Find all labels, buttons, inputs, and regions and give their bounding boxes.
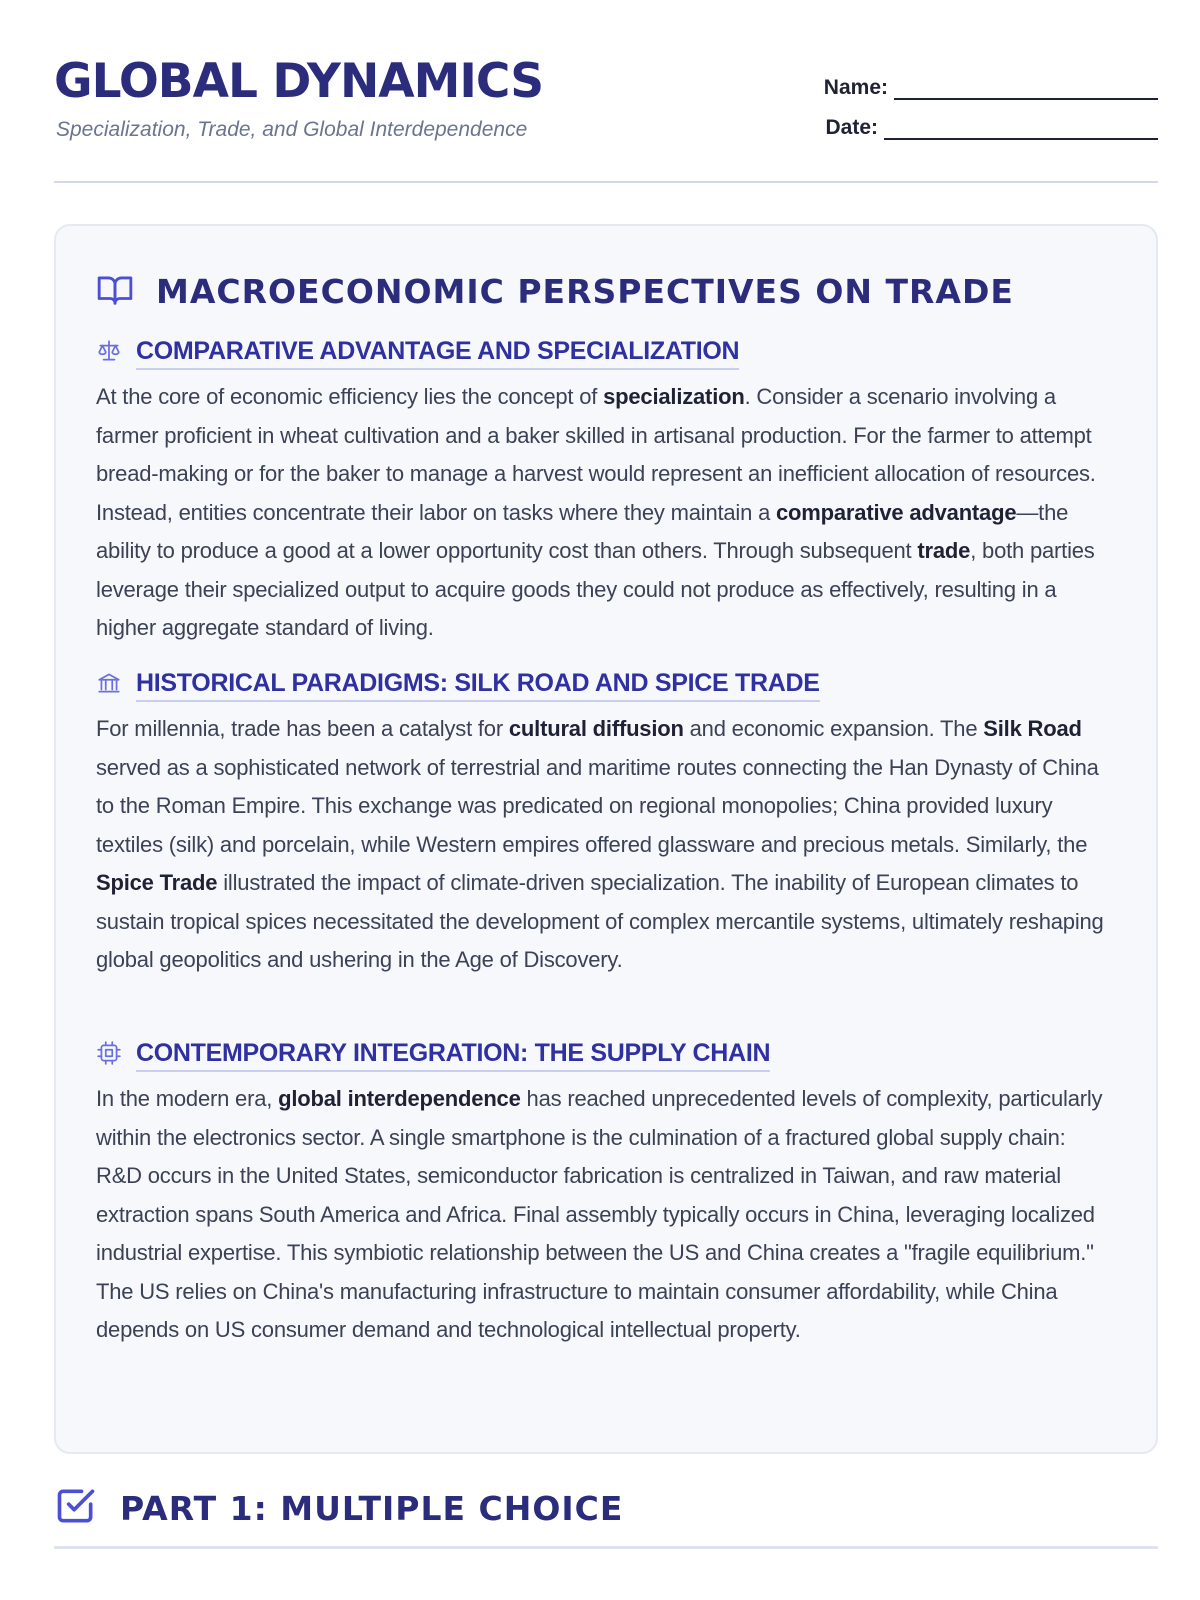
part-1-heading xyxy=(54,1484,623,1533)
paragraph-text: At the core of economic efficiency lies the concept of xyxy=(96,384,604,409)
card-title: MACROECONOMIC PERSPECTIVES ON TRADE xyxy=(156,272,1014,311)
section-contemporary-integration xyxy=(96,1038,1106,1350)
date-blank-line[interactable] xyxy=(884,120,1158,140)
microchip-icon xyxy=(96,1040,136,1071)
bank-building-icon xyxy=(96,670,136,701)
worksheet-title: GLOBAL DYNAMICS xyxy=(54,54,544,109)
section-heading xyxy=(96,668,1106,702)
checkbox-checked-icon xyxy=(54,1484,120,1533)
part-1-title: PART 1: MULTIPLE CHOICE xyxy=(120,1489,624,1528)
key-term: specialization xyxy=(603,384,745,409)
header-divider xyxy=(54,181,1158,183)
date-label: Date: xyxy=(825,116,878,139)
worksheet-subtitle: Specialization, Trade, and Global Interdependence xyxy=(56,118,528,141)
scales-icon xyxy=(96,338,136,369)
section-paragraph xyxy=(96,1080,1106,1350)
section-title: HISTORICAL PARADIGMS: SILK ROAD AND SPICE TRADE xyxy=(136,669,820,702)
reading-card xyxy=(54,224,1158,1454)
worksheet-header xyxy=(54,54,1158,184)
section-heading xyxy=(96,1038,1106,1072)
paragraph-text: illustrated the impact of climate-driven specialization. The inability of European climates to sustain tropical spices necessitated the development of complex mercantile systems, ultimately reshaping global geopolitics and ushering in the Age of Discovery. xyxy=(96,870,1104,972)
key-term: trade xyxy=(917,538,971,563)
paragraph-text: served as a sophisticated network of terrestrial and maritime routes connecting the Han Dynasty of China to the Roman Empire. This exchange was predicated on regional monopolies; China provided luxury textiles (silk) and porcelain, while Western empires offered glassware and precious metals. Similarly, the xyxy=(96,754,1099,857)
key-term: global interdependence xyxy=(278,1086,521,1111)
section-title: CONTEMPORARY INTEGRATION: THE SUPPLY CHAIN xyxy=(136,1039,770,1072)
paragraph-text: In the modern era, xyxy=(96,1086,279,1111)
name-field[interactable] xyxy=(824,76,1158,100)
key-term: Silk Road xyxy=(983,716,1082,741)
section-paragraph xyxy=(96,378,1106,648)
part-divider xyxy=(54,1546,1158,1549)
paragraph-text: has reached unprecedented levels of complexity, particularly within the electronics sector. A single smartphone is the culmination of a fractured global supply chain: R&D occurs in the United States, semiconductor fabrication is centralized in Taiwan, and raw material extraction spans South America and Africa. Final assembly typically occurs in China, leveraging localized industrial expertise. This symbiotic relationship between the US and China creates a "fragile equilibrium." The US relies on China's manufacturing infrastructure to maintain consumer affordability, while China depends on US consumer demand and technological intellectual property. xyxy=(96,1086,1103,1342)
paragraph-text: —the ability to produce a good at a lower opportunity cost than others. Through subsequent xyxy=(96,499,1069,563)
paragraph-text: and economic expansion. The xyxy=(683,716,984,741)
book-open-icon xyxy=(96,270,156,313)
paragraph-text: . Consider a scenario involving a farmer proficient in wheat cultivation and a baker skilled in artisanal production. For the farmer to attempt bread-making or for the baker to manage a harvest would represent an inefficient allocation of resources. Instead, entities concentrate their labor on tasks where they maintain a xyxy=(96,384,1096,525)
section-heading xyxy=(96,336,1106,370)
name-blank-line[interactable] xyxy=(894,80,1158,100)
name-label: Name: xyxy=(823,76,888,99)
date-field[interactable] xyxy=(825,116,1158,140)
section-title: COMPARATIVE ADVANTAGE AND SPECIALIZATION xyxy=(136,337,739,370)
section-historical-paradigms xyxy=(96,668,1106,980)
paragraph-text: , both parties leverage their specialized output to acquire goods they could not produce as effectively, resulting in a higher aggregate standard of living. xyxy=(96,538,1095,640)
key-term: Spice Trade xyxy=(96,870,218,895)
key-term: cultural diffusion xyxy=(508,716,684,741)
section-paragraph xyxy=(96,710,1106,980)
paragraph-text: For millennia, trade has been a catalyst for xyxy=(96,716,509,741)
card-heading xyxy=(96,270,1014,313)
key-term: comparative advantage xyxy=(776,499,1017,525)
section-comparative-advantage xyxy=(96,336,1106,648)
